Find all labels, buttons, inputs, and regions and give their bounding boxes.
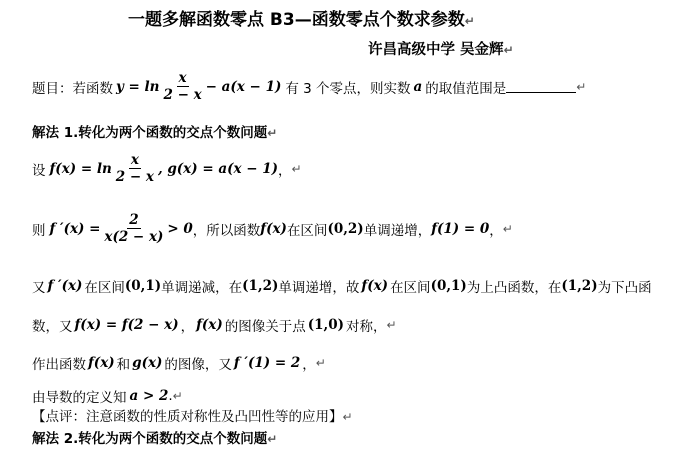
- step2-lhs: f ′(x) =: [49, 220, 101, 237]
- step2-gt: > 0: [167, 220, 193, 237]
- step4-text: 数，又: [32, 319, 73, 335]
- step-1-line: [32, 152, 302, 185]
- step2-text: ，: [489, 222, 503, 239]
- fraction-denominator: 2 − x: [163, 87, 202, 103]
- step4-text: 对称，: [345, 319, 387, 335]
- step4-point: (1,0): [307, 317, 344, 333]
- step2-interval: (0,2): [327, 220, 364, 237]
- paragraph-mark: ↵: [502, 221, 513, 236]
- step5-fx: f(x): [88, 355, 115, 371]
- step3-text: 在区间: [84, 280, 125, 296]
- step-4-line: [32, 315, 397, 335]
- fraction-numerator: x: [178, 70, 187, 86]
- paragraph-mark: ↵: [503, 43, 514, 57]
- paragraph-mark: ↵: [172, 389, 183, 403]
- step5-fprime-1: f ′(1) = 2: [233, 355, 301, 371]
- step3-fprime: f ′(x): [47, 278, 83, 294]
- problem-func-lhs: y = ln: [116, 78, 160, 95]
- step2-f1: f(1) = 0: [431, 220, 490, 237]
- step3-text: 单调递减，在: [161, 280, 243, 296]
- step5-text: ，: [302, 357, 316, 373]
- problem-func-rhs: − a(x − 1): [205, 78, 282, 95]
- step6-text: 由导数的定义知: [32, 390, 127, 406]
- step4-text: ，: [180, 319, 195, 335]
- step5-gx: g(x): [132, 355, 163, 371]
- fraction-numerator: 2: [129, 212, 139, 228]
- variable-a: a: [413, 78, 423, 95]
- step-2-line: [32, 212, 513, 245]
- fraction-numerator: x: [130, 152, 139, 168]
- step3-text: 单调递增，故: [278, 280, 360, 296]
- paragraph-mark: ↵: [464, 14, 475, 28]
- problem-suffix: 的取值范围是: [425, 80, 507, 97]
- problem-prefix: 题目：若函数: [32, 80, 113, 97]
- step3-text: 为上凸函数，在: [466, 280, 562, 296]
- step-3-line: [32, 276, 652, 296]
- step1-lhs: f(x) = ln: [49, 160, 112, 177]
- paragraph-mark: ↵: [267, 432, 278, 446]
- step-6-line: [32, 386, 183, 406]
- step3-interval: (1,2): [561, 278, 598, 294]
- fraction-denominator: 2 − x: [115, 169, 154, 185]
- step2-fx: f(x): [260, 220, 287, 237]
- step1-prefix: 设: [32, 162, 46, 179]
- step5-text: 的图像，又: [164, 357, 232, 373]
- step3-text: 在区间: [390, 280, 431, 296]
- answer-blank: [506, 80, 576, 93]
- step4-fx: f(x): [196, 317, 223, 333]
- step4-equation: f(x) = f(2 − x): [74, 317, 179, 333]
- paragraph-mark: ↵: [386, 318, 397, 332]
- step3-interval: (1,2): [242, 278, 279, 294]
- author-line: 许昌高级中学 吴金辉↵: [368, 42, 514, 58]
- step3-text: 为下凸函: [597, 280, 652, 296]
- paragraph-mark: ↵: [342, 410, 353, 424]
- document-title: 一题多解函数零点 B3—函数零点个数求参数↵: [128, 10, 475, 30]
- method-1-heading: 解法 1.转化为两个函数的交点个数问题↵: [32, 125, 278, 141]
- step6-result: a > 2: [129, 388, 169, 404]
- problem-fraction: [162, 70, 204, 103]
- step2-text: ，所以函数: [192, 222, 261, 239]
- step3-interval: (0,1): [430, 278, 467, 294]
- step1-suffix: ，: [278, 162, 292, 179]
- step-5-line: [32, 353, 326, 373]
- paragraph-mark: ↵: [291, 161, 302, 176]
- step4-text: 的图像关于点: [224, 319, 306, 335]
- step6-text: .: [168, 388, 173, 404]
- step2-text: 在区间: [286, 222, 328, 239]
- step3-fx: f(x): [361, 278, 389, 294]
- step1-rhs: , g(x) = a(x − 1): [157, 160, 279, 177]
- fraction-denominator: x(2 − x): [104, 229, 164, 245]
- paragraph-mark: ↵: [576, 79, 587, 94]
- comment-line: 【点评：注意函数的性质对称性及凸凹性等的应用】↵: [32, 409, 353, 425]
- step5-text: 和: [116, 357, 131, 373]
- step3-text: 又: [32, 280, 46, 296]
- paragraph-mark: ↵: [267, 126, 278, 140]
- problem-middle-text: 有 3 个零点，则实数: [285, 80, 411, 97]
- step3-interval: (0,1): [124, 278, 162, 294]
- paragraph-mark: ↵: [315, 356, 326, 370]
- step2-text: 单调递增，: [363, 222, 432, 239]
- step1-fraction: [114, 152, 156, 185]
- step2-prefix: 则: [32, 222, 46, 239]
- problem-statement: [32, 70, 586, 103]
- method-2-heading: 解法 2.转化为两个函数的交点个数问题↵: [32, 431, 278, 447]
- step5-text: 作出函数: [32, 357, 86, 373]
- step2-fraction: [102, 212, 165, 245]
